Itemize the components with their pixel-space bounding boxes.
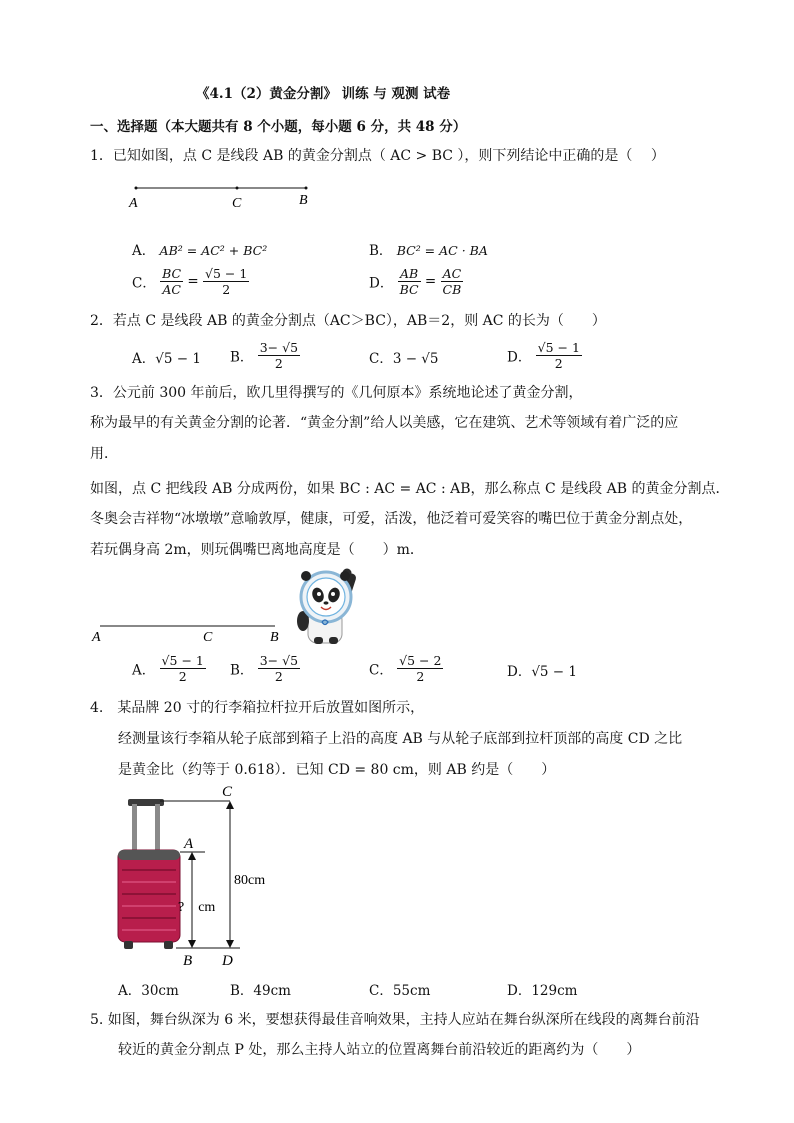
q5-line-2: 较近的黄金分割点 P 处，那么主持人站立的位置离舞台前沿较近的距离约为（ ）	[118, 1042, 641, 1058]
q3-segment-figure	[88, 618, 288, 648]
q1-option-c-equals: =	[187, 273, 199, 290]
q1-option-c-label: C．	[132, 275, 156, 292]
q3-option-c[interactable]	[369, 653, 443, 684]
q4-line-1: 4. 某品牌 20 寸的行李箱拉杆拉开后放置如图所示，	[90, 700, 425, 716]
q1-option-b-expr: BC² = AC · BA	[396, 243, 488, 258]
q1-option-c-right-fraction: $\frac{√5 - 1}{2}$	[205, 266, 248, 297]
q3-option-c-label: C．	[369, 662, 393, 679]
q1-point-b	[305, 187, 308, 190]
q3-line-5: 冬奥会吉祥物“冰墩墩”意喻敦厚，健康，可爱，活泼，他泛着可爱笑容的嘴巴位于黄金分割点处，	[90, 511, 693, 527]
q1-option-d[interactable]	[369, 266, 463, 297]
q4-option-c[interactable]: C．55cm	[369, 983, 431, 999]
luggage-body	[118, 850, 180, 942]
q1-option-d-label: D．	[369, 275, 394, 292]
q1-option-a[interactable]	[132, 239, 267, 259]
mascot-illustration	[292, 567, 364, 645]
q3-option-b[interactable]	[230, 653, 300, 684]
luggage-handle-right	[155, 804, 160, 854]
q5-line-1: 5. 如图，舞台纵深为 6 米，要想获得最佳音响效果，主持人应站在舞台纵深所在线段的离舞台前沿	[90, 1012, 700, 1028]
q1-stem: 1．已知如图，点 C 是线段 AB 的黄金分割点（ AC > BC ），则下列结论中正确的是（ ）	[90, 148, 665, 164]
q1-option-d-left-fraction: $\frac{AB}{BC}$	[399, 266, 419, 297]
q4-line-2: 经测量该行李箱从轮子底部到箱子上沿的高度 AB 与从轮子底部到拉杆顶部的高度 CD 之比	[118, 731, 683, 747]
q4-label-a: A	[184, 836, 194, 852]
q3-option-d[interactable]: D．√5 − 1	[507, 664, 577, 680]
q4-option-b[interactable]: B．49cm	[230, 983, 291, 999]
q3-option-b-fraction: $\frac{3- √5}{2}$	[259, 653, 299, 684]
q3-line-2: 称为最早的有关黄金分割的论著．“黄金分割”给人以美感，它在建筑、艺术等领域有着广泛的应	[90, 415, 679, 431]
q3-line-3: 用．	[90, 446, 118, 462]
q4-label-c: C	[222, 784, 233, 800]
q1-option-c[interactable]	[132, 266, 249, 297]
q3-label-c: C	[203, 630, 213, 645]
section-header: 一、选择题（本大题共有 8 个小题，每小题 6 分，共 48 分）	[90, 119, 467, 135]
q3-label-b: B	[270, 630, 279, 645]
q2-option-d-fraction: $\frac{√5 - 1}{2}$	[537, 340, 580, 371]
q2-stem: 2．若点 C 是线段 AB 的黄金分割点（AC＞BC），AB＝2，则 AC 的长为（ ）	[90, 313, 606, 329]
q4-luggage-figure	[110, 782, 290, 972]
q1-segment-figure	[128, 180, 318, 212]
q2-option-b-label: B．	[230, 349, 254, 366]
q3-line-4: 如图，点 C 把线段 AB 分成两份，如果 BC : AC = AC : AB，那么称点 C 是线段 AB 的黄金分割点．	[90, 481, 730, 497]
page-title: 《4.1（2）黄金分割》 训练 与 观测 试卷	[196, 86, 451, 102]
q3-option-a-fraction: $\frac{√5 - 1}{2}$	[161, 653, 204, 684]
q1-option-c-left-fraction: $\frac{BC}{AC}$	[162, 266, 182, 297]
q2-option-b[interactable]	[230, 340, 300, 371]
q1-label-b: B	[299, 193, 308, 208]
q3-option-b-label: B．	[230, 662, 254, 679]
q1-option-d-right-fraction: $\frac{AC}{CB}$	[442, 266, 462, 297]
q3-option-c-fraction: $\frac{√5 - 2}{2}$	[399, 653, 442, 684]
q4-label-b: B	[183, 953, 193, 969]
q1-option-b-label: B．	[369, 243, 393, 259]
q2-option-b-fraction: $\frac{3- √5}{2}$	[259, 340, 299, 371]
q1-option-d-equals: =	[424, 273, 437, 290]
q3-line-1: 3．公元前 300 年前后，欧几里得撰写的《几何原本》系统地论述了黄金分割，	[90, 385, 583, 401]
q1-option-a-label: A．	[132, 243, 156, 259]
q2-option-c[interactable]: C．3 − √5	[369, 351, 439, 367]
q1-option-b[interactable]	[369, 239, 488, 259]
q3-label-a: A	[92, 630, 101, 645]
q4-label-80: 80cm	[234, 873, 266, 888]
q2-option-a[interactable]: A．√5 − 1	[132, 351, 201, 367]
q2-option-d[interactable]	[507, 340, 582, 371]
q3-option-a-label: A．	[132, 662, 156, 679]
q2-option-d-label: D．	[507, 349, 532, 366]
q4-option-a[interactable]: A．30cm	[118, 983, 179, 999]
luggage-handle-left	[132, 804, 137, 854]
q1-label-c: C	[232, 196, 242, 211]
q1-option-a-expr: AB² = AC² + BC²	[159, 243, 268, 258]
q1-point-c	[236, 187, 239, 190]
q4-option-d[interactable]: D．129cm	[507, 983, 578, 999]
q1-point-a	[135, 187, 138, 190]
q4-label-q: ? cm	[178, 900, 216, 915]
q1-label-a: A	[129, 196, 138, 211]
q3-line-6: 若玩偶身高 2m，则玩偶嘴巴离地高度是（ ）m．	[90, 542, 424, 558]
q4-label-d: D	[222, 953, 233, 969]
q3-option-a[interactable]	[132, 653, 206, 684]
q4-line-3: 是黄金比（约等于 0.618）．已知 CD = 80 cm，则 AB 约是（ ）	[118, 762, 556, 778]
